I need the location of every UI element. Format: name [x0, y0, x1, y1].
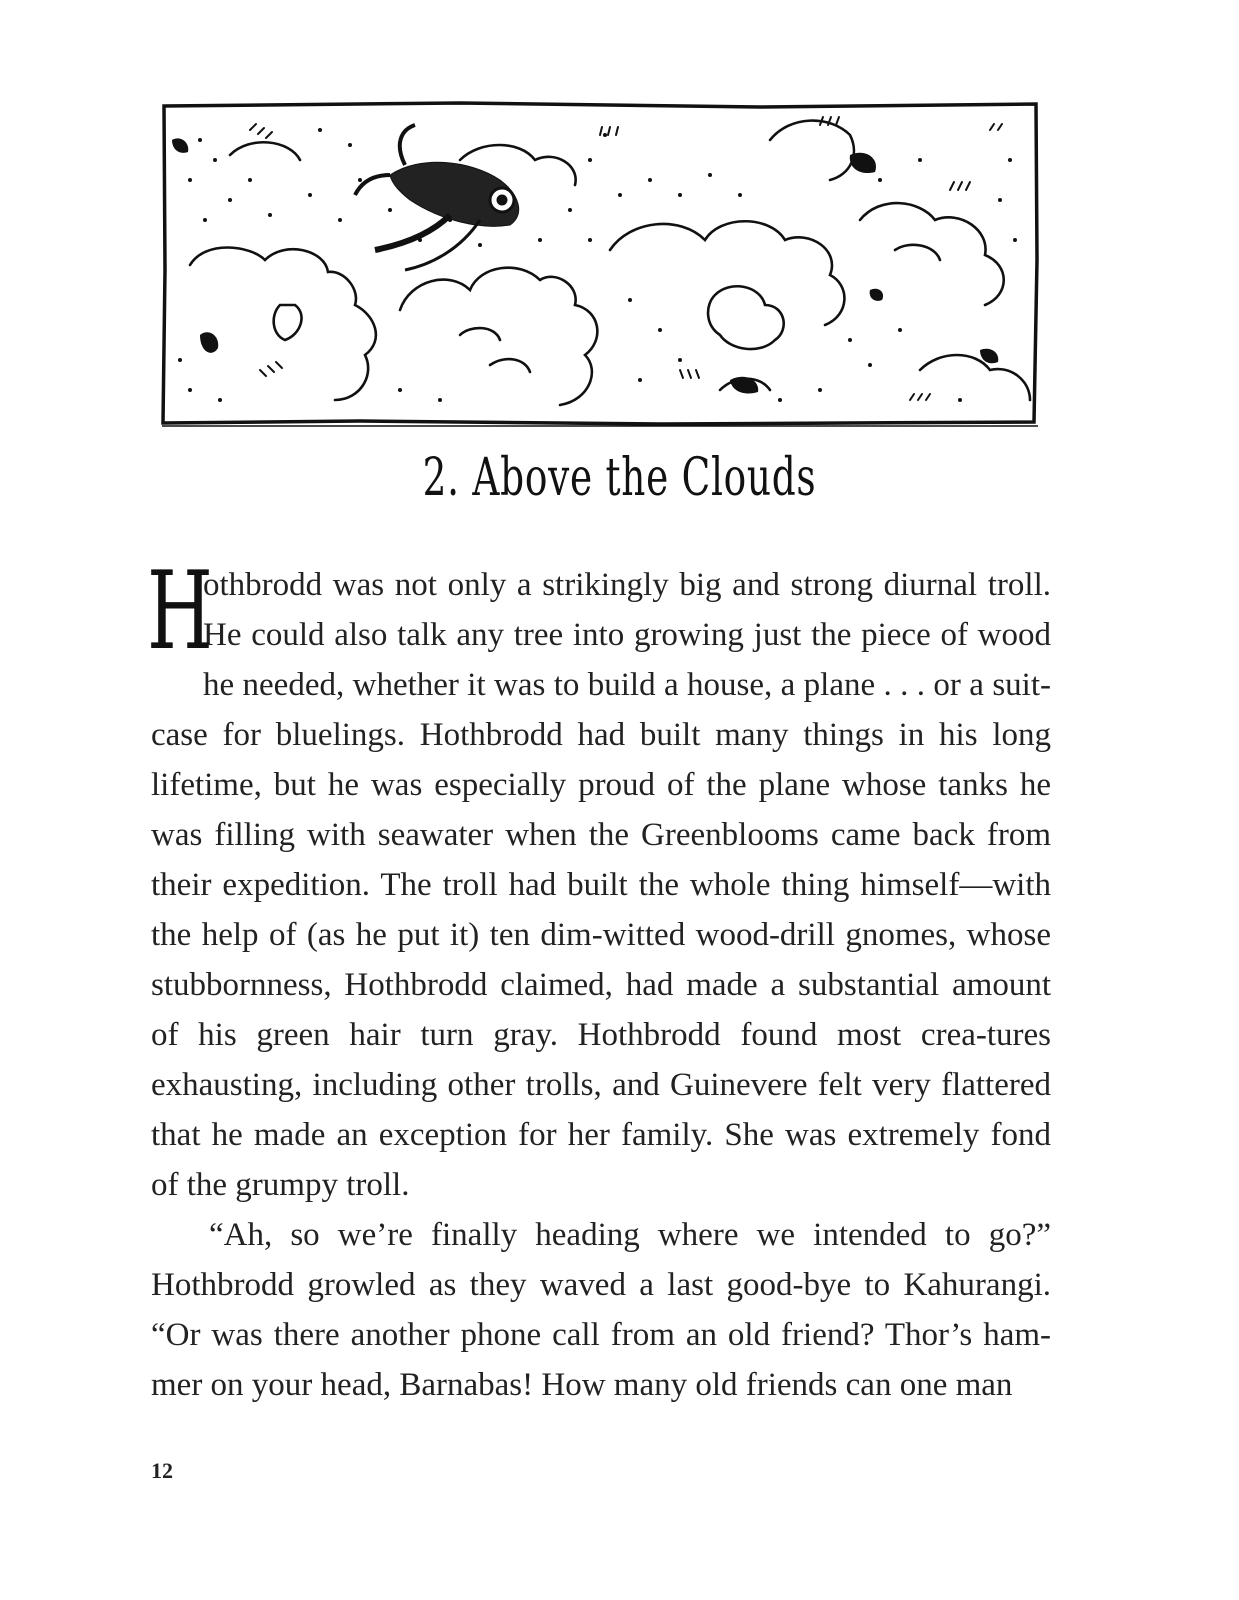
chapter-header-illustration	[160, 100, 1040, 428]
paragraph-text: othbrodd was not only a strikingly big and strong diurnal troll. He could also talk any tree into growing just the piece of wood he needed, whether it was to build a house, a plane . . . or a suit-case for bluelings. Hothbrodd had built many things in his long lifetime, but he was especially proud of the plane whose tanks he was filling with seawater when the Greenblooms came back from their expedition. The troll had built the whole thing himself—with the help of (as he put it) ten dim-witted wood-drill gnomes, whose stubbornness, Hothbrodd claimed, had made a substantial amount of his green hair turn gray. Hothbrodd found most crea-tures exhausting, including other trolls, and Guinevere felt very flattered that he made an exception for her family. She was extremely fond of the grumpy troll.	[151, 567, 1051, 1203]
drop-cap: H	[147, 549, 213, 674]
paragraph	[151, 1210, 1051, 1410]
paragraph-text: “Ah, so we’re finally heading where we intended to go?” Hothbrodd growled as they waved a last good-bye to Kahurangi. “Or was there another phone call from an old friend? Thor’s ham-mer on your head, Barnabas! How many old friends can one man	[151, 1217, 1051, 1403]
body-text	[147, 549, 1051, 1410]
page-number: 12	[151, 1458, 173, 1483]
paragraph	[147, 549, 1051, 1210]
chapter-title: 2. Above the Clouds	[422, 448, 817, 508]
